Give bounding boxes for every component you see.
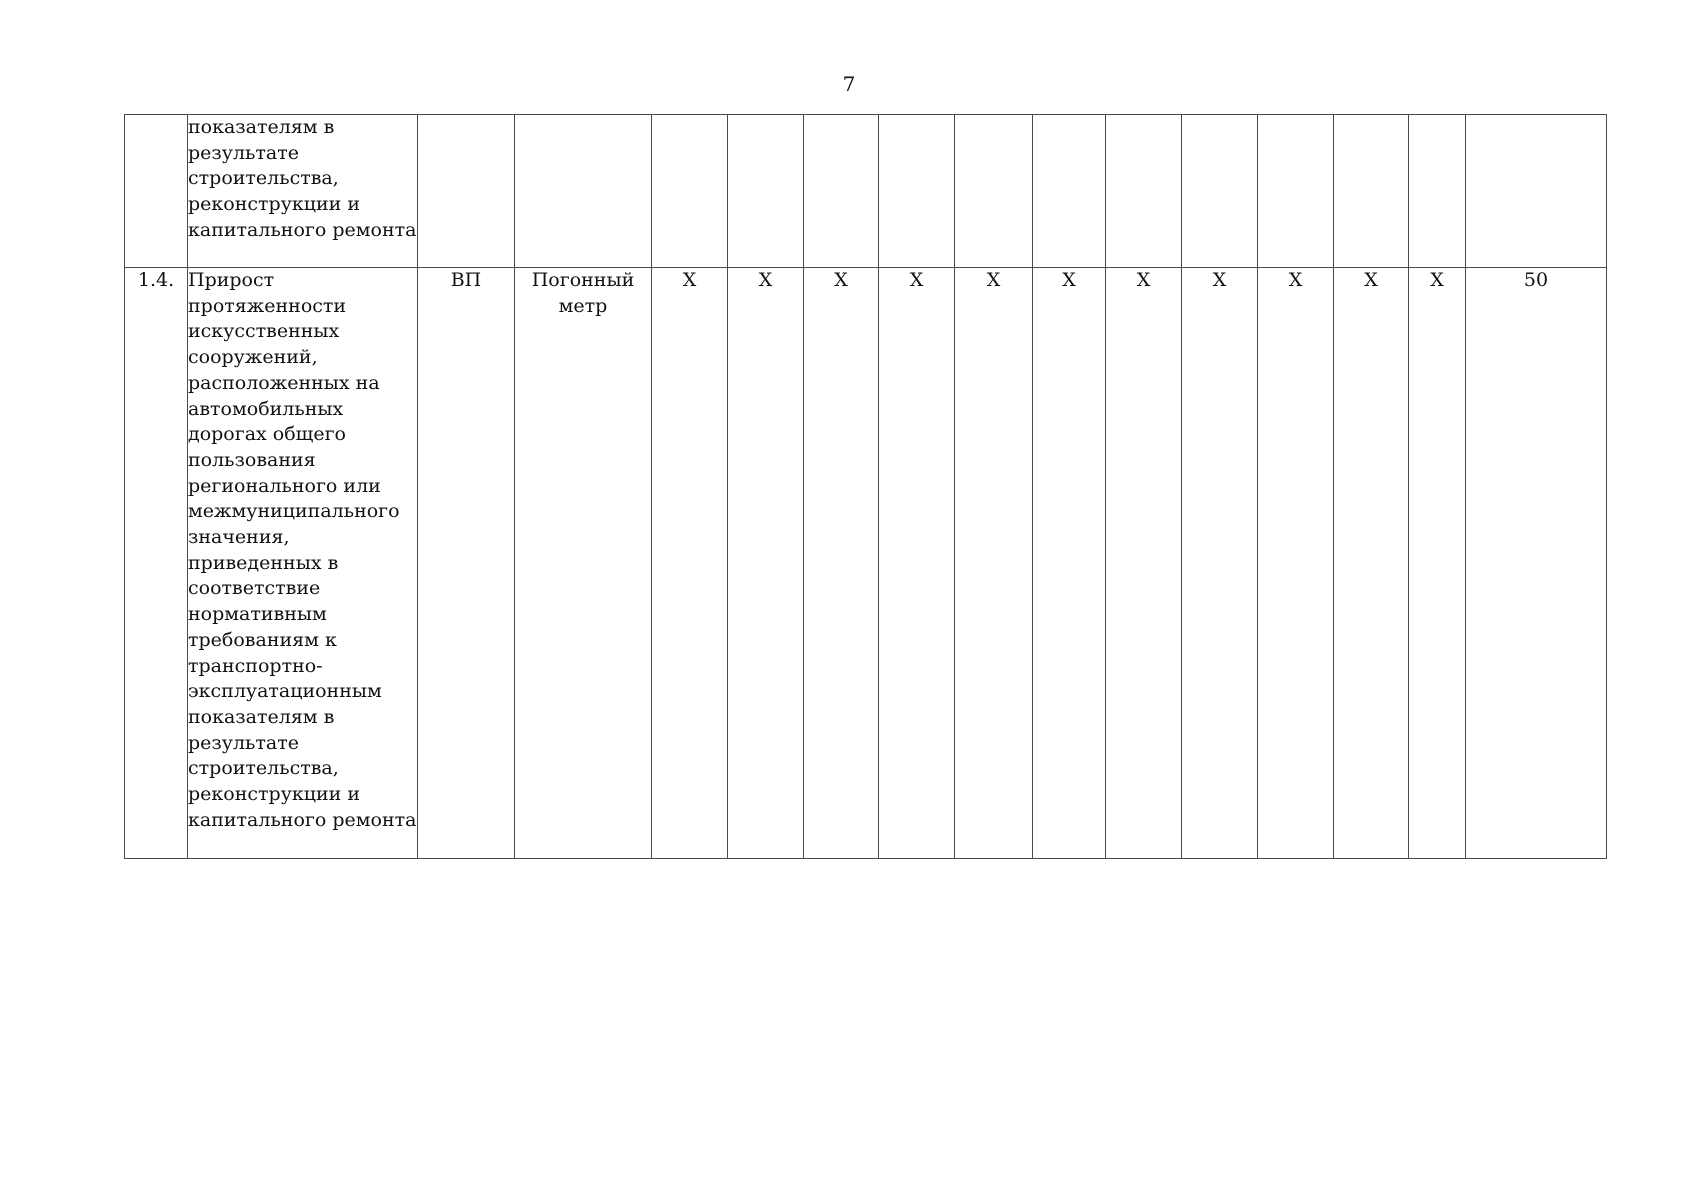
table-row: [125, 268, 1607, 859]
page-number: 7: [842, 72, 856, 96]
unit-cell: [515, 115, 652, 268]
mark-cell: [652, 115, 728, 268]
mark-cell: X: [1182, 268, 1258, 859]
mark-cell: X: [955, 268, 1033, 859]
indicator-name-cell: [188, 115, 418, 268]
row-number-cell: [125, 115, 188, 268]
mark-cell: [1182, 115, 1258, 268]
mark-cell: X: [1033, 268, 1106, 859]
row-number-cell: 1.4.: [125, 268, 188, 859]
mark-cell: [1258, 115, 1334, 268]
mark-cell: [879, 115, 955, 268]
table-row: [125, 115, 1607, 268]
mark-cell: X: [1106, 268, 1182, 859]
mark-cell: [728, 115, 804, 268]
indicator-name-cell: [188, 268, 418, 859]
mark-cell: [1106, 115, 1182, 268]
value-cell: 50: [1466, 268, 1607, 859]
mark-cell: X: [1258, 268, 1334, 859]
indicator-name-text: Прирост протяженности искусственных сооружений, расположенных на автомобильных дорогах общего пользования регионального или межмуниципального значения, приведенных в соответствие нормативным требованиям к транспортно-эксплуатационным показателям в результате строительства, реконструкции и капитального ремонта: [188, 269, 417, 831]
mark-cell: X: [728, 268, 804, 859]
unit-cell: Погонный метр: [515, 268, 652, 859]
mark-cell: X: [879, 268, 955, 859]
mark-cell: X: [804, 268, 879, 859]
code-cell: [418, 115, 515, 268]
code-cell: ВП: [418, 268, 515, 859]
mark-cell: [1409, 115, 1466, 268]
indicators-table: [124, 114, 1607, 859]
mark-cell: X: [652, 268, 728, 859]
mark-cell: [804, 115, 879, 268]
indicator-name-text: показателям в результате строительства, реконструкции и капитального ремонта: [188, 116, 417, 241]
mark-cell: [1334, 115, 1409, 268]
mark-cell: X: [1334, 268, 1409, 859]
value-cell: [1466, 115, 1607, 268]
mark-cell: [1033, 115, 1106, 268]
mark-cell: [955, 115, 1033, 268]
mark-cell: X: [1409, 268, 1466, 859]
